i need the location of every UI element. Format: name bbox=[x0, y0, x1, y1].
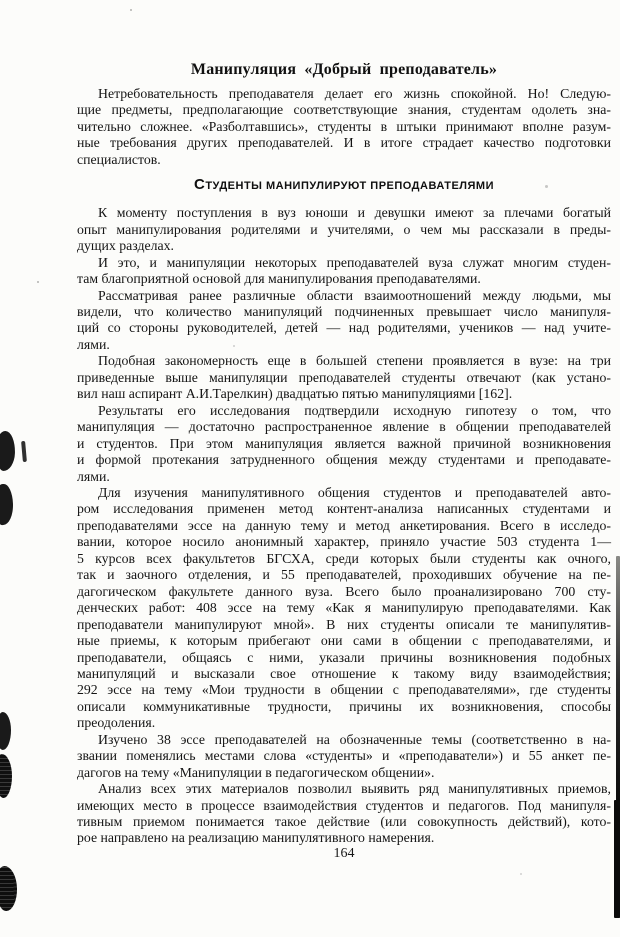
text-line: рое направлено на реализацию манипулятивного намерения. bbox=[77, 830, 435, 846]
paragraph bbox=[77, 353, 611, 402]
text-line: имеющих место в процессе взаимодействия студентов и педагогов. Под манипуля- bbox=[77, 797, 611, 813]
text-line: Рассматривая ранее различные области взаимоотношений между людьми, мы bbox=[98, 287, 611, 303]
text-line: ные требования других преподавателей. И в итоге страдает качество подготовки bbox=[77, 135, 611, 151]
text-line: вил наш аспирант А.И.Тарелкин) двадцатью пятью манипуляциями [162]. bbox=[77, 386, 513, 402]
ink-smudge bbox=[0, 754, 12, 798]
ink-smudge bbox=[0, 484, 14, 526]
text-line: дущих разделах. bbox=[77, 238, 174, 254]
text-line: ром исследования применен метод контент-анализа написанных студентами и bbox=[77, 501, 611, 517]
text-line: лями. bbox=[77, 468, 110, 484]
text-line: манипуляций и высказали свое отношение к такому виду взаимодействия; bbox=[77, 665, 611, 681]
ink-smudge bbox=[0, 712, 11, 750]
text-line: дагогическом факультете данного вуза. Всего было проанализировано 700 сту- bbox=[77, 583, 611, 599]
paragraph bbox=[77, 288, 611, 354]
text-line: дагогов на тему «Манипуляции в педагогическом общении». bbox=[77, 764, 435, 780]
text-line: Нетребовательность преподавателя делает его жизнь спокойной. Но! Следую- bbox=[98, 86, 611, 101]
scan-speck bbox=[233, 345, 235, 347]
text-line: так и заочного отделения, и 55 преподавателей, проходивших обучение на пе- bbox=[77, 567, 611, 583]
paragraph bbox=[77, 781, 611, 847]
paragraph bbox=[77, 485, 611, 732]
scan-edge-shadow bbox=[614, 800, 620, 918]
text-line: тивным приемом понимается такое действие (или совокупность действий), кото- bbox=[77, 814, 611, 830]
scan-speck bbox=[130, 9, 132, 11]
page-number: 164 bbox=[333, 846, 355, 861]
text-line: Подобная закономерность еще в большей степени проявляется в вузе: на три bbox=[98, 353, 611, 369]
text-line: звании поменялись местами слова «студенты» и «преподаватели») и 55 анкет пе- bbox=[77, 748, 611, 764]
text-line: преподаватели манипулируют мной». В них студенты описали те манипулятив- bbox=[77, 616, 611, 632]
text-line: манипуляция — достаточно распространенное явление в общении преподавателей bbox=[77, 419, 611, 435]
text-line: лями. bbox=[77, 336, 110, 352]
text-line: опыт манипулирования родителями и учителями, о чем мы рассказали в преды- bbox=[77, 221, 611, 237]
text-line: преподавателями эссе на данную тему и метод анкетирования. Всего в исследо- bbox=[77, 517, 611, 533]
text-line: преодоления. bbox=[77, 715, 156, 731]
chapter-title: Манипуляция «Добрый преподаватель» bbox=[190, 61, 498, 78]
paragraph bbox=[77, 255, 611, 288]
paragraph bbox=[77, 205, 611, 254]
section-heading: СТУДЕНТЫ МАНИПУЛИРУЮТ ПРЕПОДАВАТЕЛЯМИ bbox=[193, 176, 495, 194]
text-column bbox=[77, 60, 611, 847]
paragraph bbox=[77, 732, 611, 781]
scan-speck bbox=[545, 185, 548, 188]
text-line: Анализ всех этих материалов позволил выявить ряд манипулятивных приемов, bbox=[98, 781, 611, 797]
text-line: Результаты его исследования подтвердили исходную гипотезу о том, что bbox=[98, 402, 611, 418]
text-line: И это, и манипуляции некоторых преподавателей вуза служат многим студен- bbox=[98, 254, 611, 270]
paragraph bbox=[77, 403, 611, 485]
text-line: денческих работ: 408 эссе на тему «Как я манипулирую преподавателями. Как bbox=[77, 600, 611, 616]
text-line: Изучено 38 эссе преподавателей на обозначенные темы (соответственно в на- bbox=[98, 731, 611, 747]
text-line: чительно сложнее. «Разболтавшись», студенты в штыки принимают вполне разум- bbox=[77, 118, 611, 134]
text-line: вании, которое носило анонимный характер, приняло участие 503 студента 1— bbox=[77, 534, 611, 550]
ink-smudge bbox=[0, 866, 18, 912]
text-line: видели, что количество манипуляций подчиненных превышает число манипуля- bbox=[77, 303, 611, 319]
ink-smudge bbox=[0, 431, 16, 472]
text-line: и формой протекания затрудненного общения между студентами и преподавате- bbox=[77, 452, 611, 468]
ink-smudge bbox=[21, 441, 27, 462]
text-line: К моменту поступления в вуз юноши и девушки имеют за плечами богатый bbox=[98, 205, 611, 221]
scan-speck bbox=[520, 873, 522, 875]
text-line: 5 курсов всех факультетов БГСХА, среди которых были студенты как очного, bbox=[77, 550, 611, 566]
text-line: описали коммуникативные трудности, причины их возникновения, способы bbox=[77, 698, 611, 714]
paragraph bbox=[77, 86, 611, 168]
text-line: преподаватели, общаясь с ними, указали причины возникновения подобных bbox=[77, 649, 611, 665]
text-line: приведенные выше манипуляции преподавателей студенты отвечают (как устано- bbox=[77, 369, 611, 385]
text-line: там благоприятной основой для манипулирования преподавателями. bbox=[77, 271, 481, 287]
scan-speck bbox=[37, 281, 39, 283]
text-line: Для изучения манипулятивного общения студентов и преподавателей авто- bbox=[98, 484, 611, 500]
text-line: щие предметы, предполагающие соответствующие знания, студентам одолеть зна- bbox=[77, 102, 611, 118]
text-line: 292 эссе на тему «Мои трудности в общении с преподавателями», где студенты bbox=[77, 682, 611, 698]
text-line: специалистов. bbox=[77, 151, 161, 167]
text-line: ные приемы, к которым прибегают они сами в общении с преподавателями, и bbox=[77, 633, 611, 649]
text-line: ций со стороны руководителей, детей — над родителями, учеников — над учите- bbox=[77, 320, 611, 336]
text-line: и студентов. При этом манипуляция является важной причиной возникновения bbox=[77, 435, 611, 451]
